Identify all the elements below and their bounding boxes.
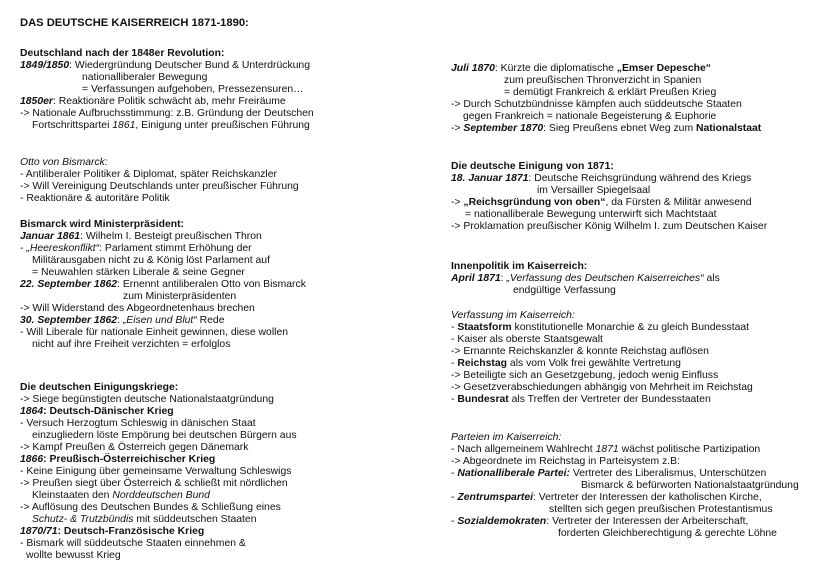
text-line: - Zentrumspartei: Vertreter der Interessen der katholischen Kirche, xyxy=(451,492,762,503)
text-line: -> Proklamation preußischer König Wilhelm I. zum Deutschen Kaiser xyxy=(451,221,768,232)
text-line: - Antiliberaler Politiker & Diplomat, später Reichskanzler xyxy=(20,169,277,180)
text-line: - Staatsform konstitutionelle Monarchie & zu gleich Bundesstaat xyxy=(451,322,750,333)
page-title: DAS DEUTSCHE KAISERREICH 1871-1890: xyxy=(20,17,249,29)
section-heading-bismarck: Otto von Bismarck: xyxy=(20,157,108,168)
section-heading-revolution: Deutschland nach der 1848er Revolution: xyxy=(20,48,225,59)
text-line: Bismarck & befürworten Nationalstaatgründung xyxy=(581,480,799,491)
text-line: - Nach allgemeinem Wahlrecht 1871 wächst politische Partizipation xyxy=(451,444,761,455)
text-line: Fortschrittspartei 1861, Einigung unter preußischen Führung xyxy=(32,120,310,131)
text-line: 18. Januar 1871: Deutsche Reichsgründung während des Kriegs xyxy=(451,173,752,184)
text-line: = demütigt Frankreich & erklärt Preußen Krieg xyxy=(504,87,717,98)
section-heading-innenpolitik: Innenpolitik im Kaiserreich: xyxy=(451,261,588,272)
section-heading-parteien: Parteien im Kaiserreich: xyxy=(451,432,562,443)
text-line: Januar 1861: Wilhelm I. Besteigt preußischen Thron xyxy=(20,231,262,242)
text-line: zum Ministerpräsidenten xyxy=(123,291,237,302)
text-line: April 1871: „Verfassung des Deutschen Kaiserreiches“ als xyxy=(451,273,720,284)
text-line: - Will Liberale für nationale Einheit gewinnen, diese wollen xyxy=(20,327,289,338)
text-line: -> Nationale Aufbruchsstimmung: z.B. Gründung der Deutschen xyxy=(20,108,314,119)
text-line: Kleinstaaten den Norddeutschen Bund xyxy=(32,490,210,501)
text-line: 30. September 1862: „Eisen und Blut“ Rede xyxy=(20,315,225,326)
text-line: endgültige Verfassung xyxy=(513,285,616,296)
text-line: - Nationalliberale Partei: Vertreter des Liberalismus, Unterschützen xyxy=(451,468,767,479)
text-line: Militärausgaben nicht zu & König löst Parlament auf xyxy=(32,255,270,266)
text-line: -> Abgeordnete im Reichstag in Parteisystem z.B: xyxy=(451,456,680,467)
text-line: -> September 1870: Sieg Preußens ebnet Weg zum Nationalstaat xyxy=(451,123,762,134)
text-line: - „Heereskonflikt“: Parlament stimmt Erhöhung der xyxy=(20,243,252,254)
text-line: 1866: Preußisch-Österreichischer Krieg xyxy=(20,454,216,465)
text-line: = Verfassungen aufgehoben, Pressezensuren… xyxy=(82,84,304,95)
text-line: -> „Reichsgründung von oben“, da Fürsten & Militär anwesend xyxy=(451,197,752,208)
text-line: 1870/71: Deutsch-Französische Krieg xyxy=(20,526,205,537)
text-line: nicht auf ihre Freiheit verzichten = erfolglos xyxy=(32,339,231,350)
text-line: = Neuwahlen stärken Liberale & seine Gegner xyxy=(32,267,245,278)
text-line: -> Beteiligte sich an Gesetzgebung, jedoch wenig Einfluss xyxy=(451,370,719,381)
text-line: -> Auflösung des Deutschen Bundes & Schließung eines xyxy=(20,502,281,513)
text-line: -> Siege begünstigten deutsche Nationalstaatgründung xyxy=(20,394,274,405)
text-line: forderten Gleichberechtigung & gerechte Löhne xyxy=(558,528,777,539)
text-line: stellten sich gegen preußischen Protestantismus xyxy=(549,504,773,515)
text-line: -> Preußen siegt über Österreich & schließt mit nördlichen xyxy=(20,478,288,489)
text-line: einzugliedern löste Empörung bei deutschen Bürgern aus xyxy=(32,430,297,441)
text-line: 1864: Deutsch-Dänischer Krieg xyxy=(20,406,174,417)
text-line: - Kaiser als oberste Staatsgewalt xyxy=(451,334,603,345)
text-line: -> Will Vereinigung Deutschlands unter preußischer Führung xyxy=(20,181,299,192)
text-line: wollte bewusst Krieg xyxy=(26,550,121,561)
text-line: - Bundesrat als Treffen der Vertreter der Bundesstaaten xyxy=(451,394,711,405)
text-line: 1849/1850: Wiedergründung Deutscher Bund & Unterdrückung xyxy=(20,60,310,71)
text-line: - Versuch Herzogtum Schleswig in dänischen Staat xyxy=(20,418,256,429)
text-line: -> Gesetzverabschiedungen abhängig von Mehrheit im Reichstag xyxy=(451,382,753,393)
text-line: nationalliberaler Bewegung xyxy=(82,72,208,83)
text-line: -> Kampf Preußen & Österreich gegen Dänemark xyxy=(20,442,249,453)
text-line: = nationalliberale Bewegung unterwirft sich Machtstaat xyxy=(465,209,717,220)
section-heading-wars: Die deutschen Einigungskriege: xyxy=(20,382,179,393)
text-line: zum preußischen Thronverzicht in Spanien xyxy=(504,75,702,86)
text-line: Juli 1870: Kürzte die diplomatische „Emser Depesche“ xyxy=(451,63,711,74)
text-line: gegen Frankreich = nationale Begeisterung & Euphorie xyxy=(463,111,717,122)
section-heading-minister: Bismarck wird Ministerpräsident: xyxy=(20,219,184,230)
text-line: -> Ernannte Reichskanzler & konnte Reichstag auflösen xyxy=(451,346,709,357)
text-line: 22. September 1862: Ernennt antiliberalen Otto von Bismarck xyxy=(20,279,306,290)
section-heading-einigung: Die deutsche Einigung von 1871: xyxy=(451,161,614,172)
text-line: -> Durch Schutzbündnisse kämpfen auch süddeutsche Staaten xyxy=(451,99,742,110)
text-line: Schutz- & Trutzbündis mit süddeutschen Staaten xyxy=(32,514,257,525)
text-line: im Versailler Spiegelsaal xyxy=(537,185,651,196)
text-line: - Reichstag als vom Volk frei gewählte Vertretung xyxy=(451,358,681,369)
section-heading-verfassung: Verfassung im Kaiserreich: xyxy=(451,310,575,321)
text-line: - Bismark will süddeutsche Staaten einnehmen & xyxy=(20,538,246,549)
text-line: - Sozialdemokraten: Vertreter der Interessen der Arbeiterschaft, xyxy=(451,516,749,527)
text-line: - Keine Einigung über gemeinsame Verwaltung Schleswigs xyxy=(20,466,292,477)
text-line: - Reaktionäre & autoritäre Politik xyxy=(20,193,170,204)
text-line: -> Will Widerstand des Abgeordnetenhaus brechen xyxy=(20,303,255,314)
text-line: 1850er: Reaktionäre Politik schwächt ab, mehr Freiräume xyxy=(20,96,286,107)
